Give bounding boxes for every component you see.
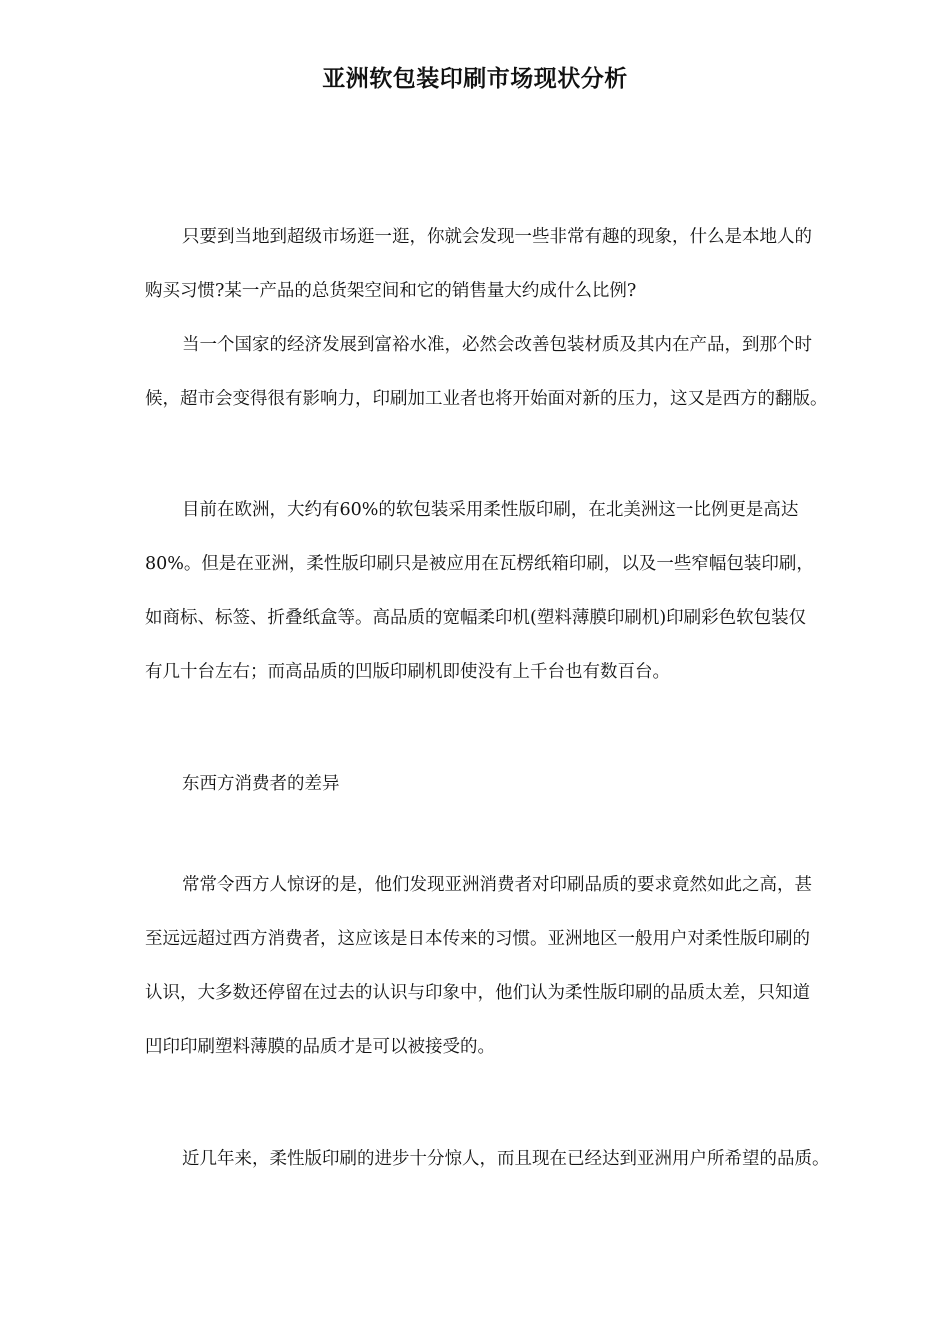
paragraph-line: 候，超市会变得很有影响力，印刷加工业者也将开始面对新的压力，这又是西方的翻版。 [145,389,828,409]
paragraph-line: 认识，大多数还停留在过去的认识与印象中，他们认为柔性版印刷的品质太差，只知道 [145,983,810,1003]
paragraph-economic-development [145,318,885,426]
paragraph-line: 常常令西方人惊讶的是，他们发现亚洲消费者对印刷品质的要求竟然如此之高，甚 [182,875,812,895]
paragraph-line: 近几年来，柔性版印刷的进步十分惊人，而且现在已经达到亚洲用户所希望的品质。 [182,1149,830,1169]
paragraph-line: 目前在欧洲，大约有60%的软包装采用柔性版印刷，在北美洲这一比例更是高达 [182,500,799,520]
paragraph-line: 购买习惯?某一产品的总货架空间和它的销售量大约成什么比例? [145,281,637,301]
section-heading-text: 东西方消费者的差异 [182,774,340,794]
paragraph-line: 只要到当地到超级市场逛一逛，你就会发现一些非常有趣的现象，什么是本地人的 [182,227,812,247]
paragraph-line: 80%。但是在亚洲，柔性版印刷只是被应用在瓦楞纸箱印刷，以及一些窄幅包装印刷， [145,554,814,574]
section-heading [145,757,885,811]
paragraph-consumer-differences [145,858,885,1074]
paragraph-line: 有几十台左右；而高品质的凹版印刷机即使没有上千台也有数百台。 [145,662,670,682]
paragraph-line: 当一个国家的经济发展到富裕水准，必然会改善包装材质及其内在产品，到那个时 [182,335,812,355]
paragraph-line: 如商标、标签、折叠纸盒等。高品质的宽幅柔印机(塑料薄膜印刷机)印刷彩色软包装仅 [145,608,807,628]
paragraph-recent-progress [145,1132,885,1186]
paragraph-line: 凹印印刷塑料薄膜的品质才是可以被接受的。 [145,1037,495,1057]
paragraph-flexo-share [145,483,885,699]
paragraph-line: 至远远超过西方消费者，这应该是日本传来的习惯。亚洲地区一般用户对柔性版印刷的 [145,929,810,949]
document-title: 亚洲软包装印刷市场现状分析 [322,65,628,92]
paragraph-shopping-habits [145,210,885,318]
